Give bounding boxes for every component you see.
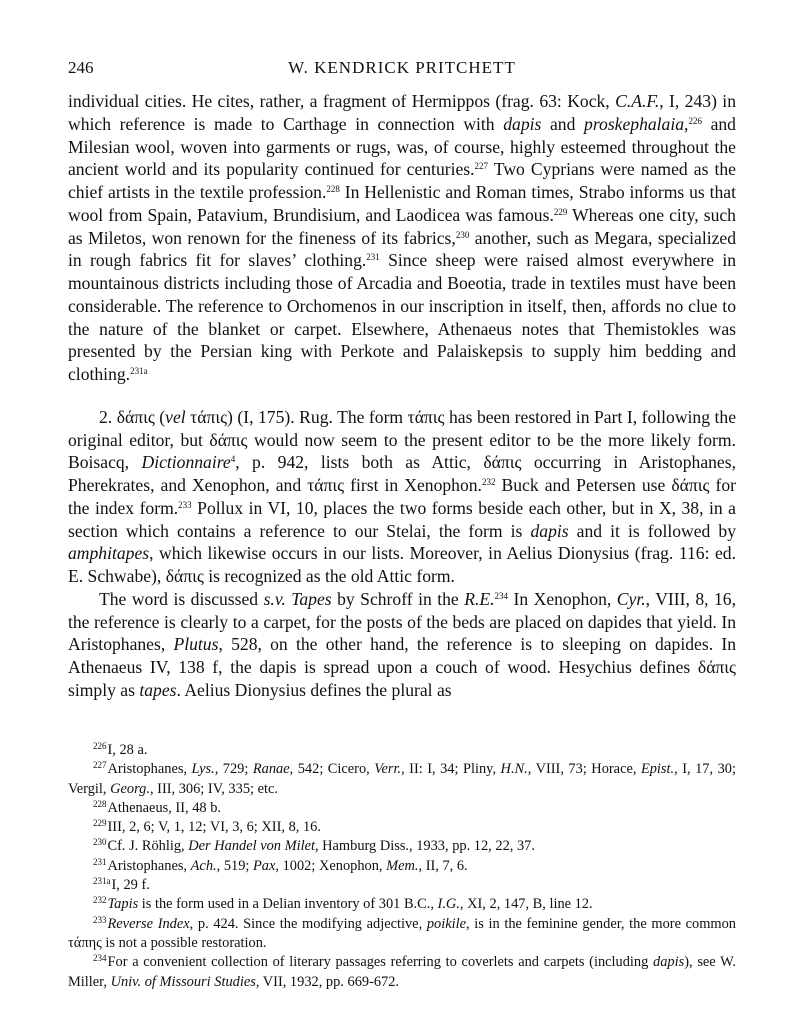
footnote-231a (68, 876, 736, 895)
footnote-text: I, 29 f. (111, 877, 150, 894)
footnote-text: Cf. J. Röhlig, Der Handel von Milet, Hamburg Diss., 1933, pp. 12, 22, 37. (107, 838, 535, 855)
page-header (68, 58, 736, 82)
footnote-229 (68, 818, 736, 837)
footnote-227 (68, 760, 736, 799)
footnote-text: For a convenient collection of literary passages referring to coverlets and carpets (including dapis), see W. Miller, Univ. of Missouri Studies, VII, 1932, pp. 669-672. (68, 954, 737, 990)
section-gap (68, 386, 736, 406)
footnote-text: Tapis is the form used in a Delian inventory of 301 B.C., I.G., XI, 2, 147, B, line 12. (107, 896, 593, 913)
footnote-mark: 234 (93, 953, 107, 964)
paragraph-dapis-entry: 2. δάπις (vel τάπις) (I, 175). Rug. The form τάπις has been restored in Part I, following the original editor, but δάπις would now seem to the present editor to be the more likely form. Boisacq, Dictionnaire$^4$, p. 942, lists both as Attic, δάπις occurring in Aristophanes, Pherekrates, and Xenophon, and τάπις first in Xenophon.$^{232}$ Buck and Petersen use δάπις for the index form.$^{233}$ Pollux in VI, 10, places the two forms beside each other, but in X, 38, in a section which contains a reference to our Stelai, the form is dapis and it is followed by amphitapes, which likewise occurs in our lists. Moreover, in Aelius Dionysius (frag. 116: ed. E. Schwabe), δάπις is recognized as the old Attic form. (68, 406, 736, 586)
footnote-230 (68, 837, 736, 856)
footnote-text: III, 2, 6; V, 1, 12; VI, 3, 6; XII, 8, 16. (107, 819, 321, 836)
body-text (68, 90, 736, 702)
footnote-226 (68, 741, 736, 760)
footnote-text: Aristophanes, Ach., 519; Pax, 1002; Xenophon, Mem., II, 7, 6. (107, 857, 468, 874)
footnote-mark: 227 (93, 760, 107, 771)
footnote-mark: 226 (93, 741, 107, 751)
footnote-234 (68, 953, 736, 992)
footnote-228 (68, 799, 736, 818)
footnote-232 (68, 895, 736, 914)
footnote-mark: 231 (93, 856, 107, 867)
page-number: 246 (68, 58, 94, 77)
footnotes (68, 741, 736, 992)
footnote-233 (68, 915, 736, 954)
footnote-text: Aristophanes, Lys., 729; Ranae, 542; Cicero, Verr., II: I, 34; Pliny, H.N., VIII, 73; Horace, Epist., I, 17, 30; Vergil, Georg., III, 306; IV, 335; etc. (68, 761, 736, 797)
footnote-text: Reverse Index, p. 424. Since the modifying adjective, poikile, is in the feminine gender, the more common τάπης is not a possible restoration. (68, 915, 736, 951)
paragraph-tapes-discussion: The word is discussed s.v. Tapes by Schroff in the R.E.$^{234}$ In Xenophon, Cyr., VIII, 8, 16, the reference is clearly to a carpet, for the posts of the beds are placed on dapides that yield. In Aristophanes, Plutus, 528, on the other hand, the reference is to sleeping on dapides. In Athenaeus IV, 138 f, the dapis is spread upon a couch of wood. Hesychius defines δάπις simply as tapes. Aelius Dionysius defines the plural as (68, 588, 737, 700)
footnote-text: Athenaeus, II, 48 b. (107, 799, 221, 816)
running-head: W. KENDRICK PRITCHETT (288, 58, 516, 77)
footnote-mark: 231a (93, 876, 111, 887)
footnote-231 (68, 857, 736, 876)
footnote-mark: 228 (93, 798, 107, 809)
footnote-mark: 232 (93, 895, 107, 906)
footnote-text: I, 28 a. (107, 742, 148, 758)
paragraph-continuation: individual cities. He cites, rather, a fragment of Hermippos (frag. 63: Kock, C.A.F., I, 243) in which reference is made to Carthage in connection with dapis and proskephalaia,$^{226}$ and Milesian wool, woven into garments or rugs, was, of course, highly esteemed throughout the ancient world and its popularity continued for centuries.$^{227}$ Two Cyprians were named as the chief artists in the textile profession.$^{228}$ In Hellenistic and Roman times, Strabo informs us that wool from Spain, Patavium, Brundisium, and Laodicea was famous.$^{229}$ Whereas one city, such as Miletos, won renown for the fineness of its fabrics,$^{230}$ another, such as Megara, specialized in rough fabrics fit for slaves’ clothing.$^{231}$ Since sheep were raised almost everywhere in mountainous districts including those of Arcadia and Boeotia, trade in textiles must have been considerable. The reference to Orchomenos in our inscription in itself, then, affords no clue to the nature of the blanket or carpet. Elsewhere, Athenaeus notes that Themistokles was presented by the Persian king with Perkote and Palaiskepsis to supply him bedding and clothing.$^{231a}$ (68, 91, 737, 384)
footnote-mark: 233 (93, 914, 107, 925)
footnote-mark: 230 (93, 837, 107, 848)
footnote-mark: 229 (93, 818, 107, 829)
